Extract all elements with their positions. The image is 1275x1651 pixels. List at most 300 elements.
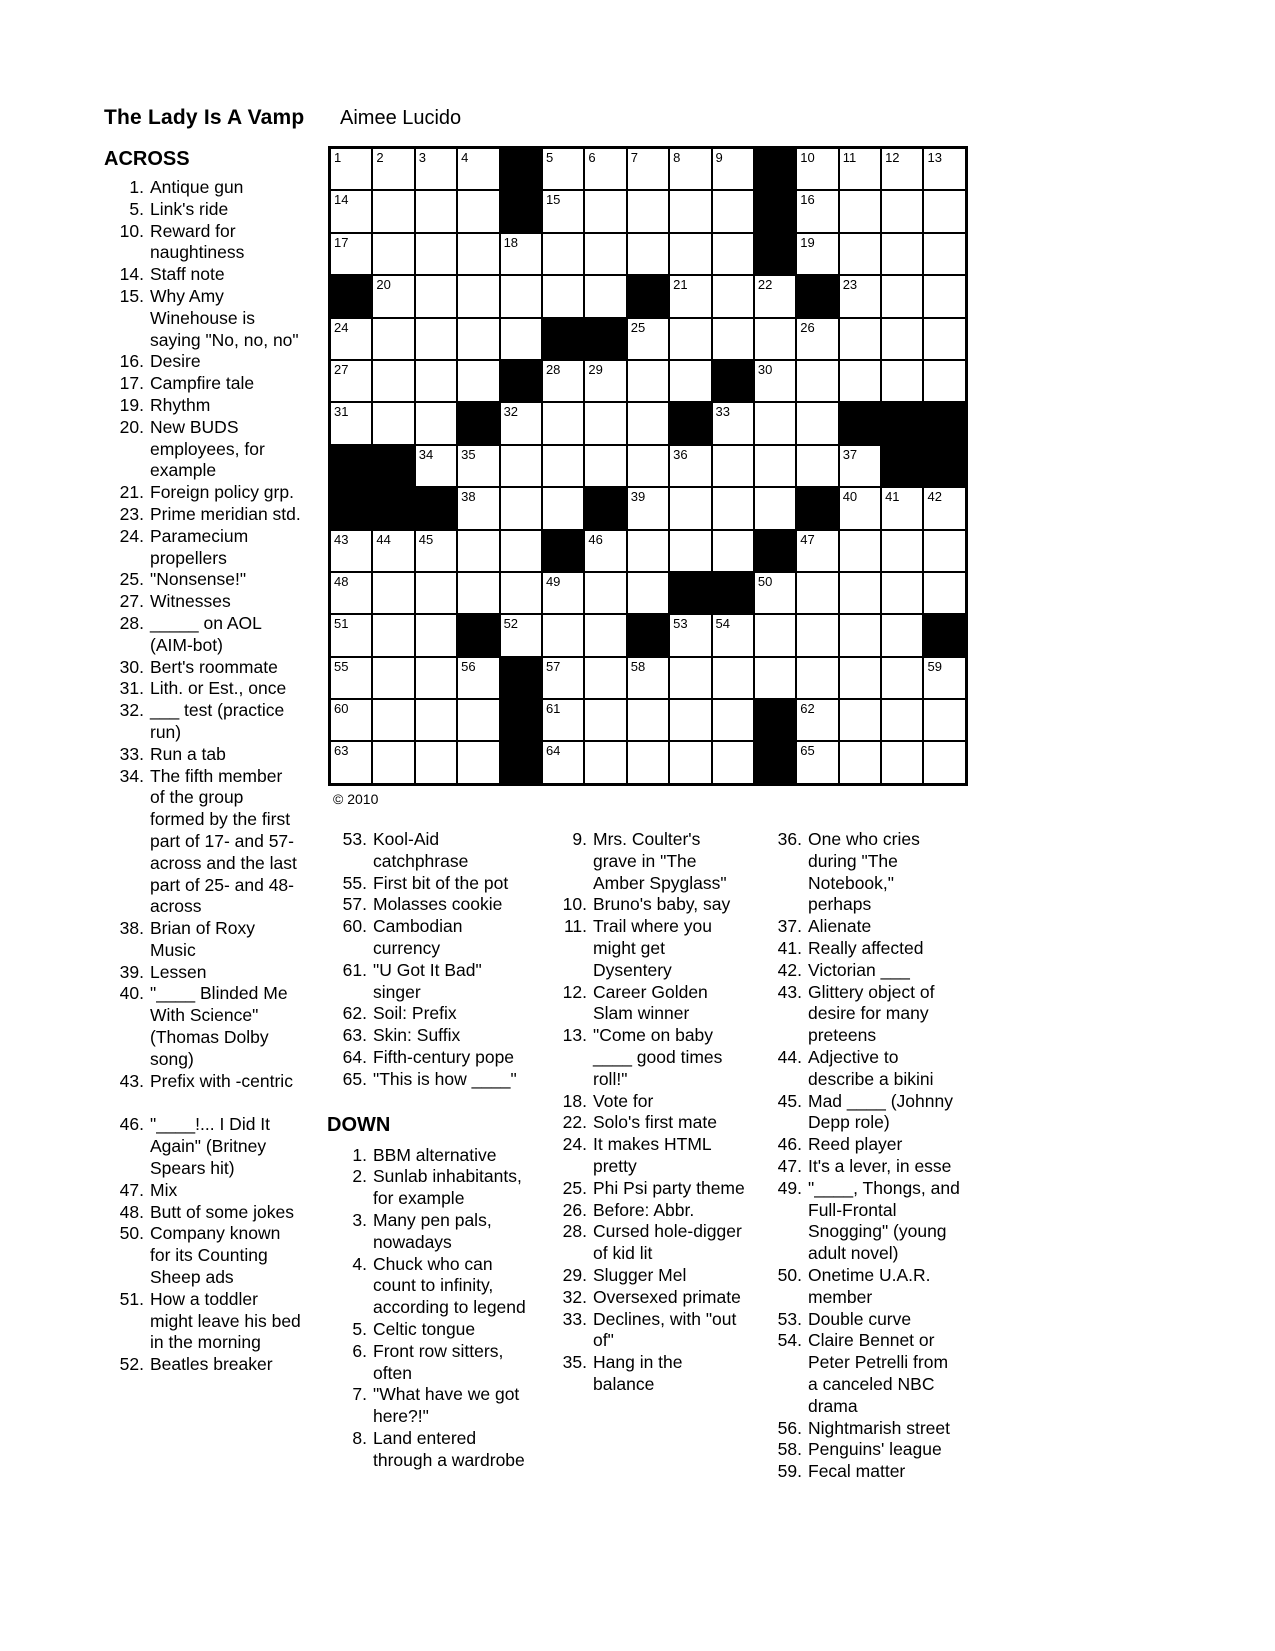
clue-number: 11. — [563, 916, 587, 937]
grid-cell[interactable] — [670, 658, 710, 698]
grid-cell[interactable] — [924, 319, 964, 359]
clue-text: Double curve — [808, 1308, 912, 1329]
grid-cell[interactable] — [755, 319, 795, 359]
grid-cell[interactable] — [882, 488, 922, 528]
grid-cell[interactable] — [416, 276, 456, 316]
grid-cell[interactable] — [585, 658, 625, 698]
clue-across-15 — [104, 286, 301, 351]
grid-cell[interactable] — [670, 531, 710, 571]
grid-cell[interactable] — [501, 234, 541, 274]
grid-cell[interactable] — [628, 488, 668, 528]
grid-cell[interactable] — [373, 319, 413, 359]
grid-cell[interactable] — [501, 573, 541, 613]
grid-cell[interactable] — [628, 573, 668, 613]
grid-cell[interactable] — [755, 573, 795, 613]
grid-cell[interactable] — [416, 446, 456, 486]
clue-down-29 — [547, 1265, 745, 1287]
grid-cell[interactable] — [373, 742, 413, 782]
clue-text: Butt of some jokes — [150, 1201, 294, 1222]
clue-text: Mrs. Coulter's grave in "The Amber Spyglass" — [593, 829, 727, 893]
grid-cell[interactable] — [585, 742, 625, 782]
grid-cell[interactable] — [755, 658, 795, 698]
grid-cell[interactable] — [840, 615, 880, 655]
grid-cell[interactable] — [670, 191, 710, 231]
grid-cell[interactable] — [797, 149, 837, 189]
grid-cell[interactable] — [416, 658, 456, 698]
clue-across-63 — [327, 1025, 526, 1047]
cell-number: 41 — [885, 489, 900, 505]
grid-cell[interactable] — [924, 531, 964, 571]
grid-cell[interactable] — [840, 488, 880, 528]
grid-cell[interactable] — [797, 319, 837, 359]
grid-cell[interactable] — [670, 446, 710, 486]
grid-cell[interactable] — [882, 742, 922, 782]
grid-cell-black — [797, 276, 837, 316]
grid-cell[interactable] — [501, 276, 541, 316]
clue-number: 63. — [342, 1025, 367, 1046]
clue-down-2 — [327, 1166, 526, 1210]
clue-text: "____, Thongs, and Full-Frontal Snogging" (young adult novel) — [808, 1177, 960, 1264]
clue-text: Trail where you might get Dysentery — [593, 916, 712, 980]
clue-across-65 — [327, 1069, 526, 1091]
grid-cell[interactable] — [416, 531, 456, 571]
grid-cell[interactable] — [331, 234, 371, 274]
grid-cell[interactable] — [840, 234, 880, 274]
grid-cell[interactable] — [585, 615, 625, 655]
grid-cell[interactable] — [713, 700, 753, 740]
grid-cell[interactable] — [373, 573, 413, 613]
clue-number: 23. — [119, 503, 144, 524]
clue-down-33 — [547, 1309, 745, 1353]
grid-cell[interactable] — [713, 319, 753, 359]
grid-cell[interactable] — [585, 573, 625, 613]
clue-number: 31. — [119, 678, 144, 699]
grid-cell[interactable] — [840, 149, 880, 189]
grid-cell[interactable] — [458, 700, 498, 740]
grid-cell-black — [458, 615, 498, 655]
grid-cell[interactable] — [797, 531, 837, 571]
grid-cell[interactable] — [416, 615, 456, 655]
clue-number: 10. — [562, 894, 587, 915]
clue-text: Paramecium propellers — [150, 525, 249, 568]
grid-cell[interactable] — [331, 742, 371, 782]
grid-cell[interactable] — [458, 658, 498, 698]
grid-cell[interactable] — [331, 615, 371, 655]
grid-cell[interactable] — [543, 573, 583, 613]
clue-text: Adjective to describe a bikini — [808, 1046, 934, 1089]
clue-across-32 — [104, 700, 301, 744]
clue-text: Claire Bennet or Peter Petrelli from a canceled NBC drama — [808, 1330, 949, 1416]
clue-across-43 — [104, 1071, 301, 1093]
grid-cell[interactable] — [501, 446, 541, 486]
grid-cell[interactable] — [543, 191, 583, 231]
grid-cell[interactable] — [585, 531, 625, 571]
grid-cell[interactable] — [585, 191, 625, 231]
grid-cell[interactable] — [713, 403, 753, 443]
clue-text: Desire — [150, 351, 201, 372]
cell-number: 8 — [673, 150, 681, 165]
puzzle-author: Aimee Lucido — [340, 107, 462, 129]
grid-cell[interactable] — [882, 573, 922, 613]
grid-cell[interactable] — [543, 361, 583, 401]
grid-cell[interactable] — [585, 234, 625, 274]
grid-cell[interactable] — [840, 276, 880, 316]
cell-number: 12 — [885, 150, 900, 165]
grid-cell[interactable] — [670, 234, 710, 274]
grid-cell[interactable] — [840, 191, 880, 231]
cell-number: 52 — [503, 616, 519, 632]
grid-cell[interactable] — [628, 658, 668, 698]
grid-cell[interactable] — [924, 191, 964, 231]
clue-number: 41. — [777, 937, 802, 958]
grid-cell[interactable] — [797, 191, 837, 231]
grid-cell[interactable] — [331, 361, 371, 401]
clue-number: 55. — [342, 872, 367, 893]
clue-text: Career Golden Slam winner — [593, 981, 708, 1024]
grid-cell[interactable] — [331, 573, 371, 613]
grid-cell[interactable] — [840, 361, 880, 401]
grid-cell[interactable] — [628, 531, 668, 571]
clue-across-5 — [104, 199, 301, 221]
grid-cell[interactable] — [501, 615, 541, 655]
grid-cell[interactable] — [628, 191, 668, 231]
grid-cell-black — [331, 488, 371, 528]
grid-cell[interactable] — [585, 276, 625, 316]
clue-text: Link's ride — [150, 198, 229, 219]
grid-cell[interactable] — [882, 276, 922, 316]
grid-cell[interactable] — [670, 615, 710, 655]
grid-cell[interactable] — [458, 319, 498, 359]
cell-number: 35 — [461, 446, 476, 462]
grid-cell[interactable] — [713, 149, 753, 189]
grid-cell[interactable] — [543, 234, 583, 274]
grid-cell[interactable] — [797, 615, 837, 655]
clue-number: 53. — [777, 1308, 802, 1329]
grid-cell[interactable] — [416, 361, 456, 401]
grid-cell[interactable] — [585, 361, 625, 401]
grid-cell[interactable] — [713, 488, 753, 528]
grid-cell[interactable] — [670, 700, 710, 740]
grid-cell[interactable] — [840, 573, 880, 613]
cell-number: 40 — [842, 489, 858, 505]
grid-cell[interactable] — [543, 276, 583, 316]
grid-cell[interactable] — [882, 658, 922, 698]
grid-cell[interactable] — [882, 615, 922, 655]
grid-cell[interactable] — [373, 531, 413, 571]
clue-number: 43. — [777, 981, 802, 1002]
grid-cell[interactable] — [416, 700, 456, 740]
grid-cell-black — [543, 531, 583, 571]
clue-across-57 — [327, 894, 526, 916]
grid-cell[interactable] — [797, 742, 837, 782]
clue-across-38 — [104, 918, 301, 962]
grid-cell[interactable] — [840, 319, 880, 359]
grid-cell[interactable] — [373, 234, 413, 274]
grid-cell[interactable] — [458, 361, 498, 401]
clue-across-55 — [327, 873, 526, 895]
grid-cell[interactable] — [331, 531, 371, 571]
cell-number: 7 — [630, 150, 638, 165]
clue-text: How a toddler might leave his bed in the morning — [150, 1288, 301, 1353]
grid-cell[interactable] — [458, 191, 498, 231]
grid-cell[interactable] — [373, 700, 413, 740]
grid-cell[interactable] — [797, 234, 837, 274]
clue-text: One who cries during "The Notebook," perhaps — [808, 829, 920, 915]
cell-number: 39 — [630, 489, 646, 505]
grid-cell[interactable] — [924, 488, 964, 528]
clue-text: Solo's first mate — [593, 1112, 717, 1133]
clue-number: 62. — [342, 1003, 367, 1024]
grid-cell[interactable] — [416, 573, 456, 613]
grid-cell[interactable] — [458, 742, 498, 782]
grid-cell-black — [670, 403, 710, 443]
clue-number: 1. — [129, 177, 144, 197]
clue-text: Phi Psi party theme — [593, 1177, 745, 1198]
grid-cell[interactable] — [628, 149, 668, 189]
grid-cell[interactable] — [543, 700, 583, 740]
grid-cell[interactable] — [755, 446, 795, 486]
grid-cell[interactable] — [501, 403, 541, 443]
grid-cell[interactable] — [840, 658, 880, 698]
clue-number: 38. — [119, 918, 144, 939]
grid-cell[interactable] — [373, 276, 413, 316]
grid-cell[interactable] — [458, 446, 498, 486]
grid-cell[interactable] — [331, 403, 371, 443]
grid-cell[interactable] — [416, 191, 456, 231]
clue-text: Prime meridian std. — [150, 503, 301, 524]
cell-number: 28 — [545, 361, 561, 377]
clue-down-8 — [327, 1428, 526, 1472]
clue-number: 22. — [562, 1112, 587, 1133]
grid-cell[interactable] — [882, 149, 922, 189]
grid-cell[interactable] — [840, 742, 880, 782]
grid-cell[interactable] — [924, 742, 964, 782]
clue-across-62 — [327, 1003, 526, 1025]
grid-cell[interactable] — [882, 361, 922, 401]
grid-cell[interactable] — [543, 446, 583, 486]
clue-number: 5. — [129, 198, 144, 219]
grid-cell[interactable] — [713, 615, 753, 655]
grid-cell[interactable] — [755, 615, 795, 655]
grid-cell-black — [628, 276, 668, 316]
clue-across-47 — [104, 1180, 301, 1202]
grid-cell[interactable] — [585, 403, 625, 443]
clue-number: 50. — [777, 1264, 802, 1285]
clue-text: Slugger Mel — [593, 1264, 687, 1285]
cell-number: 14 — [334, 192, 349, 208]
grid-cell[interactable] — [543, 742, 583, 782]
grid-cell[interactable] — [628, 742, 668, 782]
grid-cell[interactable] — [373, 149, 413, 189]
clue-number: 64. — [342, 1046, 367, 1067]
grid-cell[interactable] — [882, 531, 922, 571]
grid-cell[interactable] — [373, 615, 413, 655]
grid-cell[interactable] — [882, 700, 922, 740]
grid-cell[interactable] — [713, 446, 753, 486]
clue-text: Molasses cookie — [373, 894, 503, 915]
grid-cell[interactable] — [458, 234, 498, 274]
clue-across-14 — [104, 264, 301, 286]
clue-across-21 — [104, 482, 301, 504]
clue-number: 56. — [777, 1417, 802, 1438]
copyright-notice: © 2010 — [333, 791, 379, 807]
grid-cell[interactable] — [373, 658, 413, 698]
clue-text: Fecal matter — [808, 1461, 906, 1482]
grid-cell[interactable] — [585, 149, 625, 189]
grid-cell[interactable] — [670, 276, 710, 316]
grid-cell[interactable] — [373, 191, 413, 231]
grid-cell[interactable] — [755, 276, 795, 316]
grid-cell[interactable] — [501, 488, 541, 528]
clue-across-28 — [104, 613, 301, 657]
grid-cell[interactable] — [840, 531, 880, 571]
clue-down-54 — [762, 1330, 960, 1417]
grid-cell-black — [882, 446, 922, 486]
grid-cell[interactable] — [628, 446, 668, 486]
grid-cell[interactable] — [331, 191, 371, 231]
grid-cell[interactable] — [458, 149, 498, 189]
grid-cell[interactable] — [882, 234, 922, 274]
clue-number: 28. — [562, 1221, 587, 1242]
grid-cell[interactable] — [797, 700, 837, 740]
grid-cell[interactable] — [755, 403, 795, 443]
grid-cell[interactable] — [543, 615, 583, 655]
grid-cell[interactable] — [543, 658, 583, 698]
cell-number: 62 — [800, 701, 815, 717]
grid-cell[interactable] — [628, 234, 668, 274]
grid-cell[interactable] — [373, 361, 413, 401]
grid-cell[interactable] — [797, 446, 837, 486]
grid-cell[interactable] — [416, 742, 456, 782]
grid-cell[interactable] — [713, 742, 753, 782]
clue-text: "What have we got here?!" — [373, 1384, 520, 1427]
grid-cell[interactable] — [882, 191, 922, 231]
grid-cell[interactable] — [458, 531, 498, 571]
grid-cell[interactable] — [458, 573, 498, 613]
grid-cell[interactable] — [543, 488, 583, 528]
clue-number: 40. — [119, 983, 144, 1004]
grid-cell[interactable] — [924, 700, 964, 740]
grid-cell[interactable] — [416, 149, 456, 189]
grid-cell[interactable] — [840, 446, 880, 486]
grid-cell[interactable] — [924, 276, 964, 316]
grid-cell[interactable] — [543, 149, 583, 189]
grid-cell[interactable] — [670, 361, 710, 401]
cell-number: 11 — [842, 150, 857, 165]
grid-cell[interactable] — [755, 488, 795, 528]
grid-cell[interactable] — [924, 234, 964, 274]
grid-cell[interactable] — [331, 319, 371, 359]
grid-cell[interactable] — [797, 361, 837, 401]
clue-number: 32. — [562, 1286, 587, 1307]
clue-down-53 — [762, 1309, 960, 1331]
grid-cell[interactable] — [713, 191, 753, 231]
grid-cell[interactable] — [670, 149, 710, 189]
clue-text: BBM alternative — [373, 1144, 497, 1165]
across-header: ACROSS — [104, 148, 190, 170]
grid-cell[interactable] — [797, 403, 837, 443]
clue-down-28 — [547, 1221, 745, 1265]
clue-number: 33. — [119, 743, 144, 764]
clue-number: 59. — [777, 1461, 802, 1482]
cell-number: 22 — [757, 277, 773, 293]
clue-number: 35. — [562, 1352, 587, 1373]
grid-cell[interactable] — [924, 658, 964, 698]
clue-down-32 — [547, 1287, 745, 1309]
clue-number: 53. — [342, 829, 367, 849]
grid-cell[interactable] — [882, 319, 922, 359]
clue-number: 3. — [352, 1209, 367, 1230]
cell-number: 15 — [545, 192, 561, 208]
grid-cell[interactable] — [840, 700, 880, 740]
clue-number: 47. — [119, 1179, 144, 1200]
grid-cell[interactable] — [797, 658, 837, 698]
grid-cell[interactable] — [924, 361, 964, 401]
grid-cell[interactable] — [628, 403, 668, 443]
clue-text: Hang in the balance — [593, 1352, 683, 1394]
grid-cell[interactable] — [416, 403, 456, 443]
clue-down-11 — [547, 916, 745, 981]
clue-text: Prefix with -centric — [150, 1070, 293, 1091]
clue-number: 25. — [562, 1177, 587, 1198]
grid-cell[interactable] — [585, 446, 625, 486]
clue-number: 6. — [352, 1340, 367, 1361]
grid-cell[interactable] — [670, 319, 710, 359]
grid-cell[interactable] — [713, 531, 753, 571]
clue-text: "____!... I Did It Again" (Britney Spears hit) — [150, 1114, 271, 1179]
grid-cell[interactable] — [501, 531, 541, 571]
grid-cell[interactable] — [713, 658, 753, 698]
clue-number: 14. — [119, 264, 144, 285]
clue-text: Brian of Roxy Music — [150, 918, 256, 960]
grid-cell[interactable] — [628, 700, 668, 740]
clue-column-1 — [104, 147, 301, 1376]
grid-cell[interactable] — [670, 742, 710, 782]
clue-text: Why Amy Winehouse is saying "No, no, no" — [150, 285, 299, 350]
grid-cell[interactable] — [458, 488, 498, 528]
grid-cell[interactable] — [585, 700, 625, 740]
grid-cell[interactable] — [713, 234, 753, 274]
clue-down-42 — [762, 960, 960, 982]
clue-number: 46. — [119, 1114, 144, 1135]
grid-cell[interactable] — [628, 361, 668, 401]
cell-number: 61 — [545, 701, 561, 717]
grid-cell[interactable] — [670, 488, 710, 528]
clue-number: 32. — [119, 700, 144, 721]
grid-cell[interactable] — [543, 403, 583, 443]
grid-cell[interactable] — [501, 319, 541, 359]
clue-number: 2. — [352, 1166, 367, 1187]
grid-cell[interactable] — [713, 276, 753, 316]
cell-number: 27 — [334, 361, 349, 377]
grid-cell[interactable] — [416, 234, 456, 274]
cell-number: 4 — [461, 150, 469, 165]
cell-number: 38 — [461, 489, 476, 505]
grid-cell[interactable] — [416, 319, 456, 359]
grid-cell[interactable] — [628, 319, 668, 359]
grid-cell[interactable] — [924, 573, 964, 613]
grid-cell[interactable] — [458, 276, 498, 316]
grid-cell[interactable] — [924, 149, 964, 189]
grid-cell[interactable] — [755, 361, 795, 401]
grid-cell[interactable] — [331, 658, 371, 698]
grid-cell[interactable] — [331, 149, 371, 189]
grid-cell[interactable] — [797, 573, 837, 613]
grid-cell[interactable] — [373, 403, 413, 443]
clue-text: Run a tab — [150, 743, 226, 764]
clue-down-41 — [762, 938, 960, 960]
grid-cell[interactable] — [331, 700, 371, 740]
